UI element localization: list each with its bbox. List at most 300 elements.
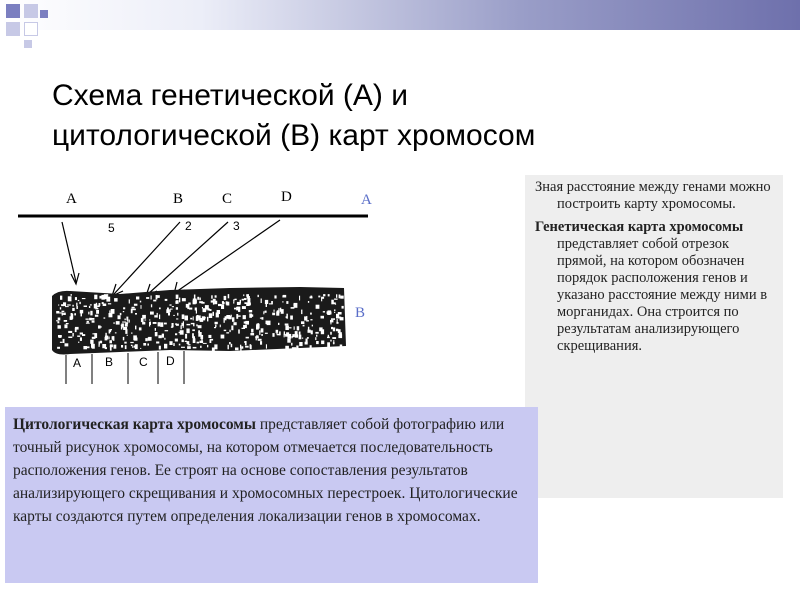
chromosome-speckle [151, 304, 152, 307]
chromosome-speckle [247, 298, 250, 303]
chromosome-speckle [95, 315, 98, 317]
chromosome-speckle [185, 334, 187, 339]
chromosome-speckle [238, 329, 240, 333]
chromosome-speckle [265, 300, 268, 304]
chromosome-speckle [250, 345, 252, 349]
cytological-gene-label: C [139, 355, 148, 369]
chromosome-speckle [148, 337, 151, 341]
chromosome-speckle [276, 311, 279, 315]
chromosome-speckle [94, 333, 97, 338]
chromosome-speckle [99, 344, 100, 347]
chromosome-speckle [243, 325, 247, 328]
genetic-map-description [525, 175, 783, 498]
chromosome-speckle [290, 316, 293, 320]
genetic-gene-label: A [66, 191, 77, 207]
chromosome-speckle [155, 328, 156, 331]
chromosome-speckle [170, 309, 171, 312]
chromosome-speckle [108, 303, 111, 304]
chromosome-speckle [115, 332, 117, 333]
chromosome-speckle [187, 346, 191, 349]
cytological-map-description [5, 407, 538, 583]
chromosome-speckle [101, 295, 104, 300]
chromosome-speckle [246, 303, 250, 306]
chromosome-speckle [129, 299, 130, 303]
chromosome-speckle [243, 294, 244, 296]
chromosome-speckle [86, 319, 89, 320]
chromosome-speckle [207, 345, 208, 347]
chromosome-speckle [89, 306, 90, 308]
chromosome-speckle [243, 315, 246, 319]
chromosome-speckle [209, 313, 212, 318]
chromosome-speckle [100, 326, 101, 327]
chromosome-speckle [306, 320, 309, 321]
chromosome-speckle [321, 341, 324, 345]
chromosome-speckle [330, 340, 331, 342]
chromosome-speckle [260, 341, 262, 345]
chromosome-speckle [127, 320, 128, 322]
chromosome-speckle [175, 301, 177, 304]
chromosome-speckle [160, 322, 163, 327]
chromosome-speckle [185, 341, 187, 342]
distance-label: 3 [233, 219, 240, 233]
chromosome-speckle [175, 339, 178, 342]
chromosome-speckle [79, 302, 80, 304]
chromosome-speckle [316, 335, 317, 337]
chromosome-speckle [63, 313, 66, 315]
chromosome-speckle [131, 332, 132, 333]
chromosome-speckle [109, 329, 111, 332]
chromosome-speckle [142, 322, 145, 325]
chromosome-speckle [147, 344, 149, 346]
chromosome-speckle [234, 308, 236, 310]
chromosome-speckle [107, 294, 108, 298]
chromosome-speckle [335, 347, 337, 348]
chromosome-speckle [207, 317, 208, 322]
chromosome-speckle [76, 303, 77, 306]
chromosome-speckle [231, 315, 232, 317]
chromosome-speckle [89, 318, 92, 321]
chromosome-speckle [235, 299, 237, 300]
chromosome-speckle [64, 324, 67, 328]
chromosome-speckle [274, 295, 276, 298]
chromosome-speckle [201, 302, 204, 304]
chromosome-speckle [321, 316, 325, 319]
chromosome-speckle [87, 321, 89, 323]
chromosome-speckle [179, 332, 182, 333]
chromosome-speckle [120, 313, 122, 315]
chromosome-speckle [114, 345, 117, 349]
chromosome-speckle [182, 314, 185, 319]
chromosome-speckle [132, 307, 135, 309]
chromosome-speckle [305, 342, 308, 345]
chromosome-speckle [193, 323, 194, 326]
chromosome-speckle [286, 301, 288, 304]
chromosome-speckle [338, 312, 342, 315]
chromosome-speckle [200, 346, 202, 348]
chromosome-speckle [158, 322, 161, 326]
term-bold: Цитологическая карта хромосомы [13, 416, 256, 433]
chromosome-speckle [164, 338, 165, 340]
chromosome-speckle [168, 313, 170, 316]
cytological-gene-label: A [73, 356, 82, 370]
chromosome-speckle [256, 324, 259, 329]
chromosome-speckle [58, 326, 61, 328]
chromosome-speckle [80, 337, 82, 341]
chromosome-speckle [285, 334, 287, 337]
chromosome-speckle [56, 311, 59, 314]
chromosome-speckle [285, 324, 289, 326]
chromosome-band [52, 287, 346, 355]
chromosome-speckle [303, 325, 305, 327]
chromosome-speckle [61, 304, 64, 306]
chromosome-speckle [291, 343, 292, 346]
chromosome-speckle [182, 298, 186, 301]
chromosome-speckle [246, 321, 249, 323]
chromosome-speckle [244, 341, 246, 343]
chromosome-speckle [185, 316, 189, 321]
genetic-gene-label: D [281, 189, 292, 205]
chromosome-speckle [72, 305, 73, 307]
chromosome-speckle [263, 311, 264, 314]
chromosome-speckle [302, 338, 303, 339]
chromosome-speckle [233, 322, 236, 325]
chromosome-speckle [64, 320, 67, 322]
chromosome-speckle [86, 323, 90, 324]
chromosome-speckle [251, 329, 253, 333]
chromosome-speckle [271, 301, 273, 304]
chromosome-speckle [57, 321, 59, 323]
chromosome-speckle [173, 343, 174, 346]
chromosome-speckle [153, 322, 157, 324]
chromosome-speckle [330, 332, 332, 335]
chromosome-speckle [173, 315, 175, 316]
chromosome-speckle [100, 341, 102, 344]
chromosome-speckle [135, 313, 137, 315]
chromosome-speckle [235, 348, 239, 351]
chromosome-speckle [60, 296, 62, 300]
chromosome-speckle [333, 340, 334, 344]
decorative-squares [0, 0, 60, 60]
chromosome-speckle [240, 300, 241, 304]
chromosome-speckle [88, 312, 89, 315]
chromosome-speckle [215, 325, 216, 328]
chromosome-speckle [311, 330, 313, 334]
chromosome-speckle [336, 322, 338, 324]
chromosome-speckle [331, 327, 333, 329]
chromosome-speckle [196, 315, 198, 319]
chromosome-speckle [182, 339, 184, 342]
chromosome-speckle [68, 337, 72, 339]
chromosome-speckle [109, 337, 110, 340]
genetic-gene-label: C [222, 191, 233, 207]
chromosome-speckle [267, 321, 271, 326]
chromosome-speckle [154, 315, 157, 317]
chromosome-speckle [123, 337, 125, 340]
chromosome-speckle [140, 301, 141, 303]
chromosome-speckle [122, 322, 126, 323]
chromosome-speckle [112, 336, 115, 340]
chromosome-speckle [197, 342, 200, 344]
chromosome-speckle [98, 325, 101, 328]
chromosome-speckle [162, 334, 164, 338]
chromosome-speckle [96, 310, 99, 314]
chromosome-speckle [121, 326, 122, 329]
chromosome-speckle [192, 329, 195, 331]
chromosome-speckle [197, 297, 199, 300]
chromosome-speckle [84, 306, 87, 308]
chromosome-speckle [252, 314, 253, 316]
chromosome-speckle [321, 329, 324, 334]
chromosome-speckle [68, 296, 72, 301]
cytological-map-letter: B [355, 305, 366, 321]
chromosome-speckle [265, 311, 267, 313]
chromosome-speckle [141, 305, 142, 309]
chromosome-speckle [237, 315, 241, 316]
chromosome-speckle [249, 314, 252, 318]
chromosome-speckle [315, 337, 316, 340]
chromosome-speckle [278, 308, 279, 311]
chromosome-speckle [56, 320, 58, 321]
chromosome-speckle [226, 332, 229, 333]
chromosome-speckle [125, 323, 128, 326]
chromosome-speckle [228, 345, 229, 350]
chromosome-speckle [165, 299, 168, 301]
chromosome-speckle [323, 311, 325, 312]
chromosome-speckle [132, 309, 136, 311]
chromosome-speckle [338, 317, 341, 319]
chromosome-speckle [258, 339, 262, 341]
chromosome-speckle [58, 318, 61, 321]
chromosome-speckle [177, 313, 178, 316]
chromosome-speckle [102, 344, 106, 348]
term-definition: представляет собой фотографию или точный рисунок хромосомы, на котором отмечается последовательность расположения генов. Ее строят на основе сопоставления результатов анализирующего скрещивания и хромосомных перестроек. Цитологические карты создаются путем определения локализации генов в хромосомах. [13, 416, 518, 525]
chromosome-speckle [330, 320, 333, 323]
chromosome-speckle [186, 304, 190, 308]
distance-label: 5 [108, 221, 115, 235]
chromosome-speckle [237, 307, 240, 309]
chromosome-speckle [109, 340, 112, 343]
chromosome-speckle [188, 344, 191, 345]
chromosome-speckle [231, 326, 233, 331]
chromosome-speckle [203, 343, 207, 344]
chromosome-speckle [171, 327, 173, 328]
chromosome-speckle [80, 333, 83, 335]
chromosome-speckle [284, 334, 285, 338]
chromosome-speckle [233, 299, 234, 301]
chromosome-speckle [164, 344, 167, 349]
chromosome-speckle [82, 298, 86, 299]
chromosome-speckle [276, 333, 278, 334]
chromosome-speckle [129, 320, 130, 323]
chromosome-speckle [68, 331, 72, 333]
header-band [0, 0, 800, 30]
chromosome-speckle [336, 329, 338, 332]
chromosome-speckle [301, 310, 302, 315]
chromosome-speckle [266, 344, 267, 348]
chromosome-speckle [124, 342, 126, 344]
chromosome-speckle [141, 318, 144, 322]
chromosome-speckle [123, 311, 124, 312]
chromosome-speckle [179, 344, 181, 346]
chromosome-speckle [205, 305, 209, 309]
chromosome-speckle [214, 327, 216, 328]
chromosome-speckle [339, 295, 341, 299]
chromosome-speckle [196, 324, 197, 326]
genetic-map-letter: A [361, 192, 372, 208]
chromosome-speckle [316, 341, 319, 344]
chromosome-speckle [156, 342, 159, 344]
chromosome-speckle [293, 347, 296, 349]
title-line-2: цитологической (В) карт хромосом [52, 119, 536, 152]
chromosome-speckle [193, 347, 197, 349]
chromosome-speckle [210, 340, 212, 343]
chromosome-speckle [193, 336, 195, 339]
chromosome-speckle [187, 324, 191, 325]
chromosome-speckle [272, 333, 274, 337]
chromosome-speckle [153, 300, 156, 302]
chromosome-speckle [170, 309, 173, 310]
chromosome-speckle [240, 345, 241, 349]
chromosome-speckle [77, 336, 80, 337]
chromosome-speckle [255, 336, 259, 338]
chromosome-speckle [228, 294, 230, 298]
cytological-gene-label: D [166, 354, 175, 368]
chromosome-speckle [71, 313, 73, 318]
chromosome-speckle [332, 337, 336, 339]
chromosome-speckle [67, 304, 71, 305]
chromosome-speckle [312, 325, 313, 327]
chromosome-speckle [333, 327, 335, 331]
chromosome-speckle [116, 321, 120, 325]
chromosome-speckle [164, 323, 167, 325]
chromosome-speckle [221, 304, 224, 309]
chromosome-speckle [328, 294, 330, 296]
description-paragraph: Зная расстояние между генами можно построить карту хромосомы. [535, 179, 771, 212]
chromosome-speckle [265, 333, 268, 334]
chromosome-speckle [292, 336, 293, 338]
chromosome-speckle [339, 332, 342, 334]
chromosome-speckle [198, 315, 201, 320]
chromosome-speckle [202, 307, 203, 309]
chromosome-speckle [245, 346, 249, 348]
chromosome-speckle [90, 340, 93, 344]
chromosome-speckle [169, 304, 171, 305]
chromosome-speckle [338, 334, 342, 338]
chromosome-speckle [301, 321, 304, 324]
chromosome-speckle [166, 309, 170, 313]
chromosome-speckle [74, 313, 76, 315]
chromosome-speckle [75, 328, 77, 333]
chromosome-speckle [92, 320, 95, 322]
chromosome-speckle [340, 296, 343, 299]
chromosome-speckle [143, 343, 146, 346]
chromosome-speckle [240, 348, 241, 351]
chromosome-speckle [218, 304, 222, 306]
chromosome-speckle [261, 334, 263, 336]
chromosome-speckle [114, 298, 118, 302]
chromosome-speckle [201, 335, 203, 337]
chromosome-speckle [224, 330, 227, 331]
chromosome-speckle [215, 295, 217, 297]
chromosome-speckle [134, 345, 137, 347]
chromosome-speckle [318, 296, 320, 298]
chromosome-speckle [175, 323, 177, 325]
chromosome-speckle [103, 304, 107, 307]
chromosome-speckle [144, 320, 146, 321]
chromosome-speckle [109, 313, 113, 317]
chromosome-speckle [242, 306, 246, 309]
chromosome-speckle [190, 318, 192, 320]
chromosome-speckle [159, 308, 161, 310]
chromosome-speckle [259, 330, 260, 335]
chromosome-speckle [80, 310, 83, 314]
chromosome-speckle [283, 295, 286, 298]
chromosome-speckle [296, 346, 298, 349]
chromosome-speckle [315, 332, 318, 334]
chromosome-speckle [71, 294, 72, 296]
chromosome-speckle [241, 346, 243, 348]
chromosome-speckle [327, 337, 330, 338]
mapping-arrows [62, 220, 280, 296]
chromosome-speckle [295, 334, 298, 337]
chromosome-speckle [333, 302, 336, 304]
chromosome-speckle [261, 299, 262, 304]
chromosome-speckle [105, 333, 106, 338]
chromosome-speckle [65, 343, 69, 346]
chromosome-speckle [151, 296, 152, 300]
chromosome-speckle [334, 299, 338, 300]
term-definition: представляет собой отрезок прямой, на котором обозначен порядок расположения генов и указано расстояние между ними в морганидах. Она строится по результатам анализирующего скрещивания. [557, 236, 768, 354]
chromosome-speckle [181, 347, 185, 348]
chromosome-speckle [278, 323, 279, 325]
chromosome-speckle [175, 333, 177, 335]
chromosome-speckle [334, 312, 335, 313]
chromosome-speckle [123, 307, 125, 309]
chromosome-speckle [198, 325, 202, 328]
chromosome-speckle [135, 326, 136, 330]
chromosome-speckle [336, 294, 337, 298]
chromosome-speckle [58, 305, 59, 306]
chromosome-speckle [274, 310, 275, 312]
chromosome-speckle [150, 312, 154, 315]
chromosome-speckle [307, 337, 309, 339]
slide-title [52, 76, 672, 156]
chromosome-speckle [247, 296, 250, 299]
chromosome-speckle [304, 316, 306, 320]
genetic-gene-label: B [173, 191, 184, 207]
chromosome-speckle [63, 339, 65, 343]
chromosome-speckle [246, 337, 249, 339]
chromosome-speckle [118, 315, 121, 319]
title-line-1: Схема генетической (А) и [52, 79, 409, 112]
chromosome-speckle [331, 318, 335, 320]
chromosome-speckle [155, 332, 158, 336]
chromosome-speckle [165, 330, 169, 331]
chromosome-speckle [172, 306, 174, 307]
chromosome-speckle [262, 317, 264, 320]
chromosome-speckle [125, 319, 126, 321]
chromosome-speckle [134, 304, 138, 306]
chromosome-speckle [224, 296, 227, 300]
chromosome-speckle [200, 341, 204, 343]
chromosome-speckle [196, 310, 197, 314]
chromosome-speckle [306, 316, 307, 320]
chromosome-speckle [208, 335, 211, 338]
chromosome-speckle [285, 346, 289, 349]
chromosome-speckle [176, 307, 178, 310]
chromosome-speckle [66, 323, 69, 324]
chromosome-speckle [145, 338, 147, 341]
